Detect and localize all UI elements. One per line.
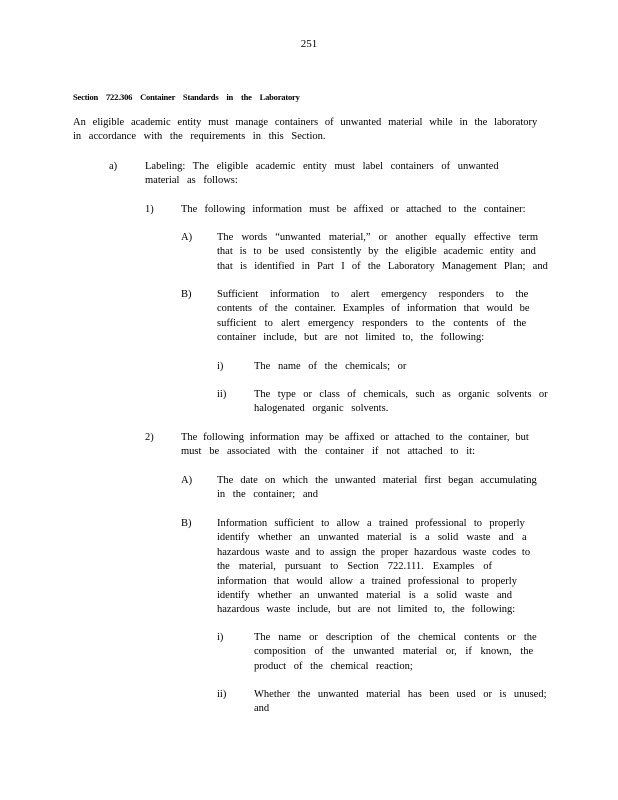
item-2Bi-label: i) bbox=[217, 632, 224, 643]
item-1Bii-text bbox=[254, 388, 548, 417]
text-line: hazardous waste include, but are not limited to, the following: bbox=[217, 604, 516, 616]
text-line: hazardous waste and to assign the proper hazardous waste codes to bbox=[217, 546, 531, 558]
text-line: that is identified in Part I of the Laboratory Management Plan; and bbox=[217, 260, 548, 272]
paragraph-2-text bbox=[181, 431, 529, 460]
paragraph-1A-text bbox=[217, 231, 548, 274]
subsection-a-label: a) bbox=[109, 161, 118, 172]
text-line: The following information may be affixed or attached to the container, but bbox=[181, 432, 529, 443]
paragraph-2B-label: B) bbox=[181, 518, 192, 529]
text-line: Whether the unwanted material has been used or is unused; bbox=[254, 689, 547, 700]
text-line: contents of the container. Examples of information that would be bbox=[217, 303, 530, 315]
text-line: The name of the chemicals; or bbox=[254, 361, 407, 372]
intro-paragraph bbox=[73, 116, 543, 145]
paragraph-1B-text bbox=[217, 288, 530, 346]
paragraph-1A-label: A) bbox=[181, 232, 193, 243]
text-line: the material, pursuant to Section 722.111. Examples of bbox=[217, 561, 492, 573]
text-line: composition of the unwanted material or, if known, the bbox=[254, 646, 534, 658]
paragraph-2A-label: A) bbox=[181, 475, 193, 486]
text-line: in the container; and bbox=[217, 489, 319, 501]
paragraph-2B-text bbox=[217, 517, 530, 618]
item-1Bi-label: i) bbox=[217, 361, 224, 372]
text-line: Sufficient information to alert emergency responders to the bbox=[217, 289, 529, 300]
text-line: The date on which the unwanted material first began accumulating bbox=[217, 475, 537, 486]
text-line: The words “unwanted material,” or another equally effective term bbox=[217, 232, 539, 243]
text-line: product of the chemical reaction; bbox=[254, 660, 413, 672]
text-line: identify whether an unwanted material is a solid waste and a bbox=[217, 532, 527, 544]
text-line: material as follows: bbox=[145, 175, 238, 187]
item-2Bii-text bbox=[254, 688, 547, 717]
page-number: 251 bbox=[300, 38, 318, 50]
section-heading: Section 722.306 Container Standards in the Laboratory bbox=[73, 92, 300, 102]
text-line: Labeling: The eligible academic entity must label containers of unwanted bbox=[145, 161, 499, 172]
text-line: The following information must be affixed or attached to the container: bbox=[181, 204, 526, 215]
item-2Bi-text bbox=[254, 631, 537, 674]
text-line: The type or class of chemicals, such as organic solvents or bbox=[254, 389, 548, 400]
text-line: sufficient to alert emergency responders to the contents of the bbox=[217, 317, 527, 329]
text-line: halogenated organic solvents. bbox=[254, 403, 389, 415]
text-line: and bbox=[254, 703, 270, 715]
intro-line: An eligible academic entity must manage containers of unwanted material while in the laboratory bbox=[73, 117, 538, 128]
paragraph-2A-text bbox=[217, 474, 537, 503]
item-1Bi-text bbox=[254, 360, 406, 374]
intro-line: in accordance with the requirements in this Section. bbox=[73, 131, 326, 143]
paragraph-1-label: 1) bbox=[145, 204, 154, 215]
paragraph-2-label: 2) bbox=[145, 432, 154, 443]
text-line: information that would allow a trained professional to properly bbox=[217, 575, 517, 587]
item-2Bii-label: ii) bbox=[217, 689, 227, 700]
subsection-a-text bbox=[145, 160, 499, 189]
text-line: Information sufficient to allow a trained professional to properly bbox=[217, 518, 525, 529]
paragraph-1-text bbox=[181, 203, 526, 217]
text-line: container include, but are not limited to, the following: bbox=[217, 332, 485, 344]
text-line: that is to be used consistently by the eligible academic entity and bbox=[217, 246, 536, 258]
text-line: identify whether an unwanted material is a solid waste and bbox=[217, 590, 512, 602]
item-1Bii-label: ii) bbox=[217, 389, 227, 400]
paragraph-1B-label: B) bbox=[181, 289, 192, 300]
text-line: must be associated with the container if not attached to it: bbox=[181, 446, 476, 458]
text-line: The name or description of the chemical contents or the bbox=[254, 632, 537, 643]
